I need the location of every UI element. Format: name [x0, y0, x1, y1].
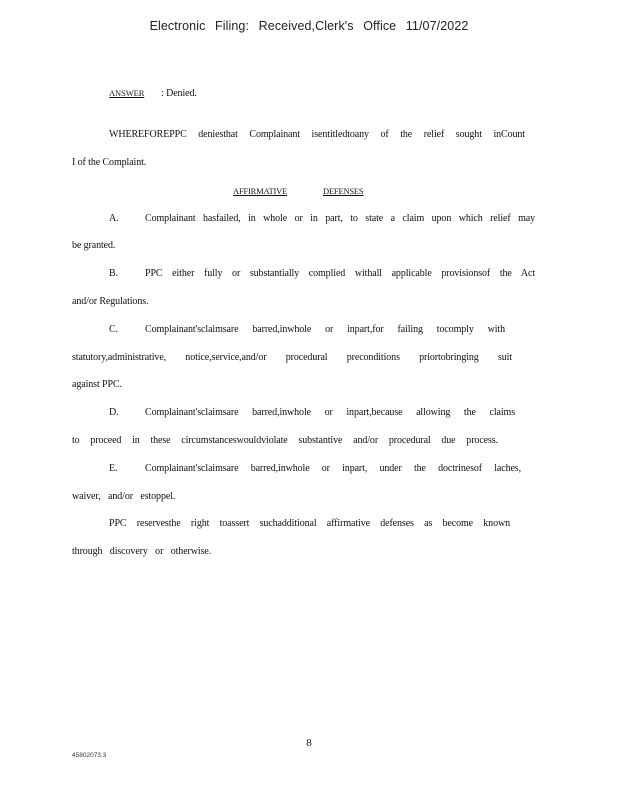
wherefore-line-2: I of the Complaint. — [72, 157, 147, 168]
wherefore-line-1: WHEREFOREPPC deniesthat Complainant isentitledtoany of the relief sought inCount — [109, 129, 525, 140]
defense-d-letter: D. — [109, 407, 119, 418]
defense-c-line-1: Complainant'sclaimsare barred,inwhole or inpart,for failing tocomply with — [145, 324, 505, 335]
defense-b-letter: B. — [109, 268, 118, 279]
reserve-line-1: PPC reservesthe right toassert suchadditional affirmative defenses as become known — [109, 518, 510, 529]
defense-c-line-3: against PPC. — [72, 379, 122, 390]
electronic-filing-header: Electronic Filing: Received,Clerk's Office 11/07/2022 — [149, 19, 469, 33]
answer-line — [109, 88, 197, 99]
page-number: 8 — [306, 737, 312, 749]
defense-d-line-2: to proceed in these circumstanceswouldviolate substantive and/or procedural due process. — [72, 435, 498, 446]
heading-word-2: DEFENSES — [323, 186, 364, 196]
defense-e-line-2: waiver, and/or estoppel. — [72, 491, 176, 502]
document-id: 45802073.3 — [72, 752, 107, 759]
affirmative-defenses-heading — [0, 186, 618, 196]
defense-e-line-1: Complainant'sclaimsare barred,inwhole or inpart, under the doctrinesof laches, — [145, 463, 521, 474]
defense-b-line-1: PPC either fully or substantially complied withall applicable provisionsof the Act — [145, 268, 535, 279]
defense-e-letter: E. — [109, 463, 118, 474]
answer-text: : Denied. — [161, 88, 197, 99]
defense-a-line-2: be granted. — [72, 240, 116, 251]
reserve-line-2: through discovery or otherwise. — [72, 546, 212, 557]
defense-c-letter: C. — [109, 324, 118, 335]
answer-label: ANSWER — [109, 88, 145, 98]
heading-word-1: AFFIRMATIVE — [233, 186, 288, 196]
defense-a-line-1: Complainant hasfailed, in whole or in part, to state a claim upon which relief may — [145, 213, 535, 224]
defense-c-line-2: statutory,administrative, notice,service,and/or procedural preconditions priortobringing suit — [72, 352, 512, 363]
defense-b-line-2: and/or Regulations. — [72, 296, 149, 307]
defense-d-line-1: Complainant'sclaimsare barred,inwhole or inpart,because allowing the claims — [145, 407, 515, 418]
defense-a-letter: A. — [109, 213, 119, 224]
